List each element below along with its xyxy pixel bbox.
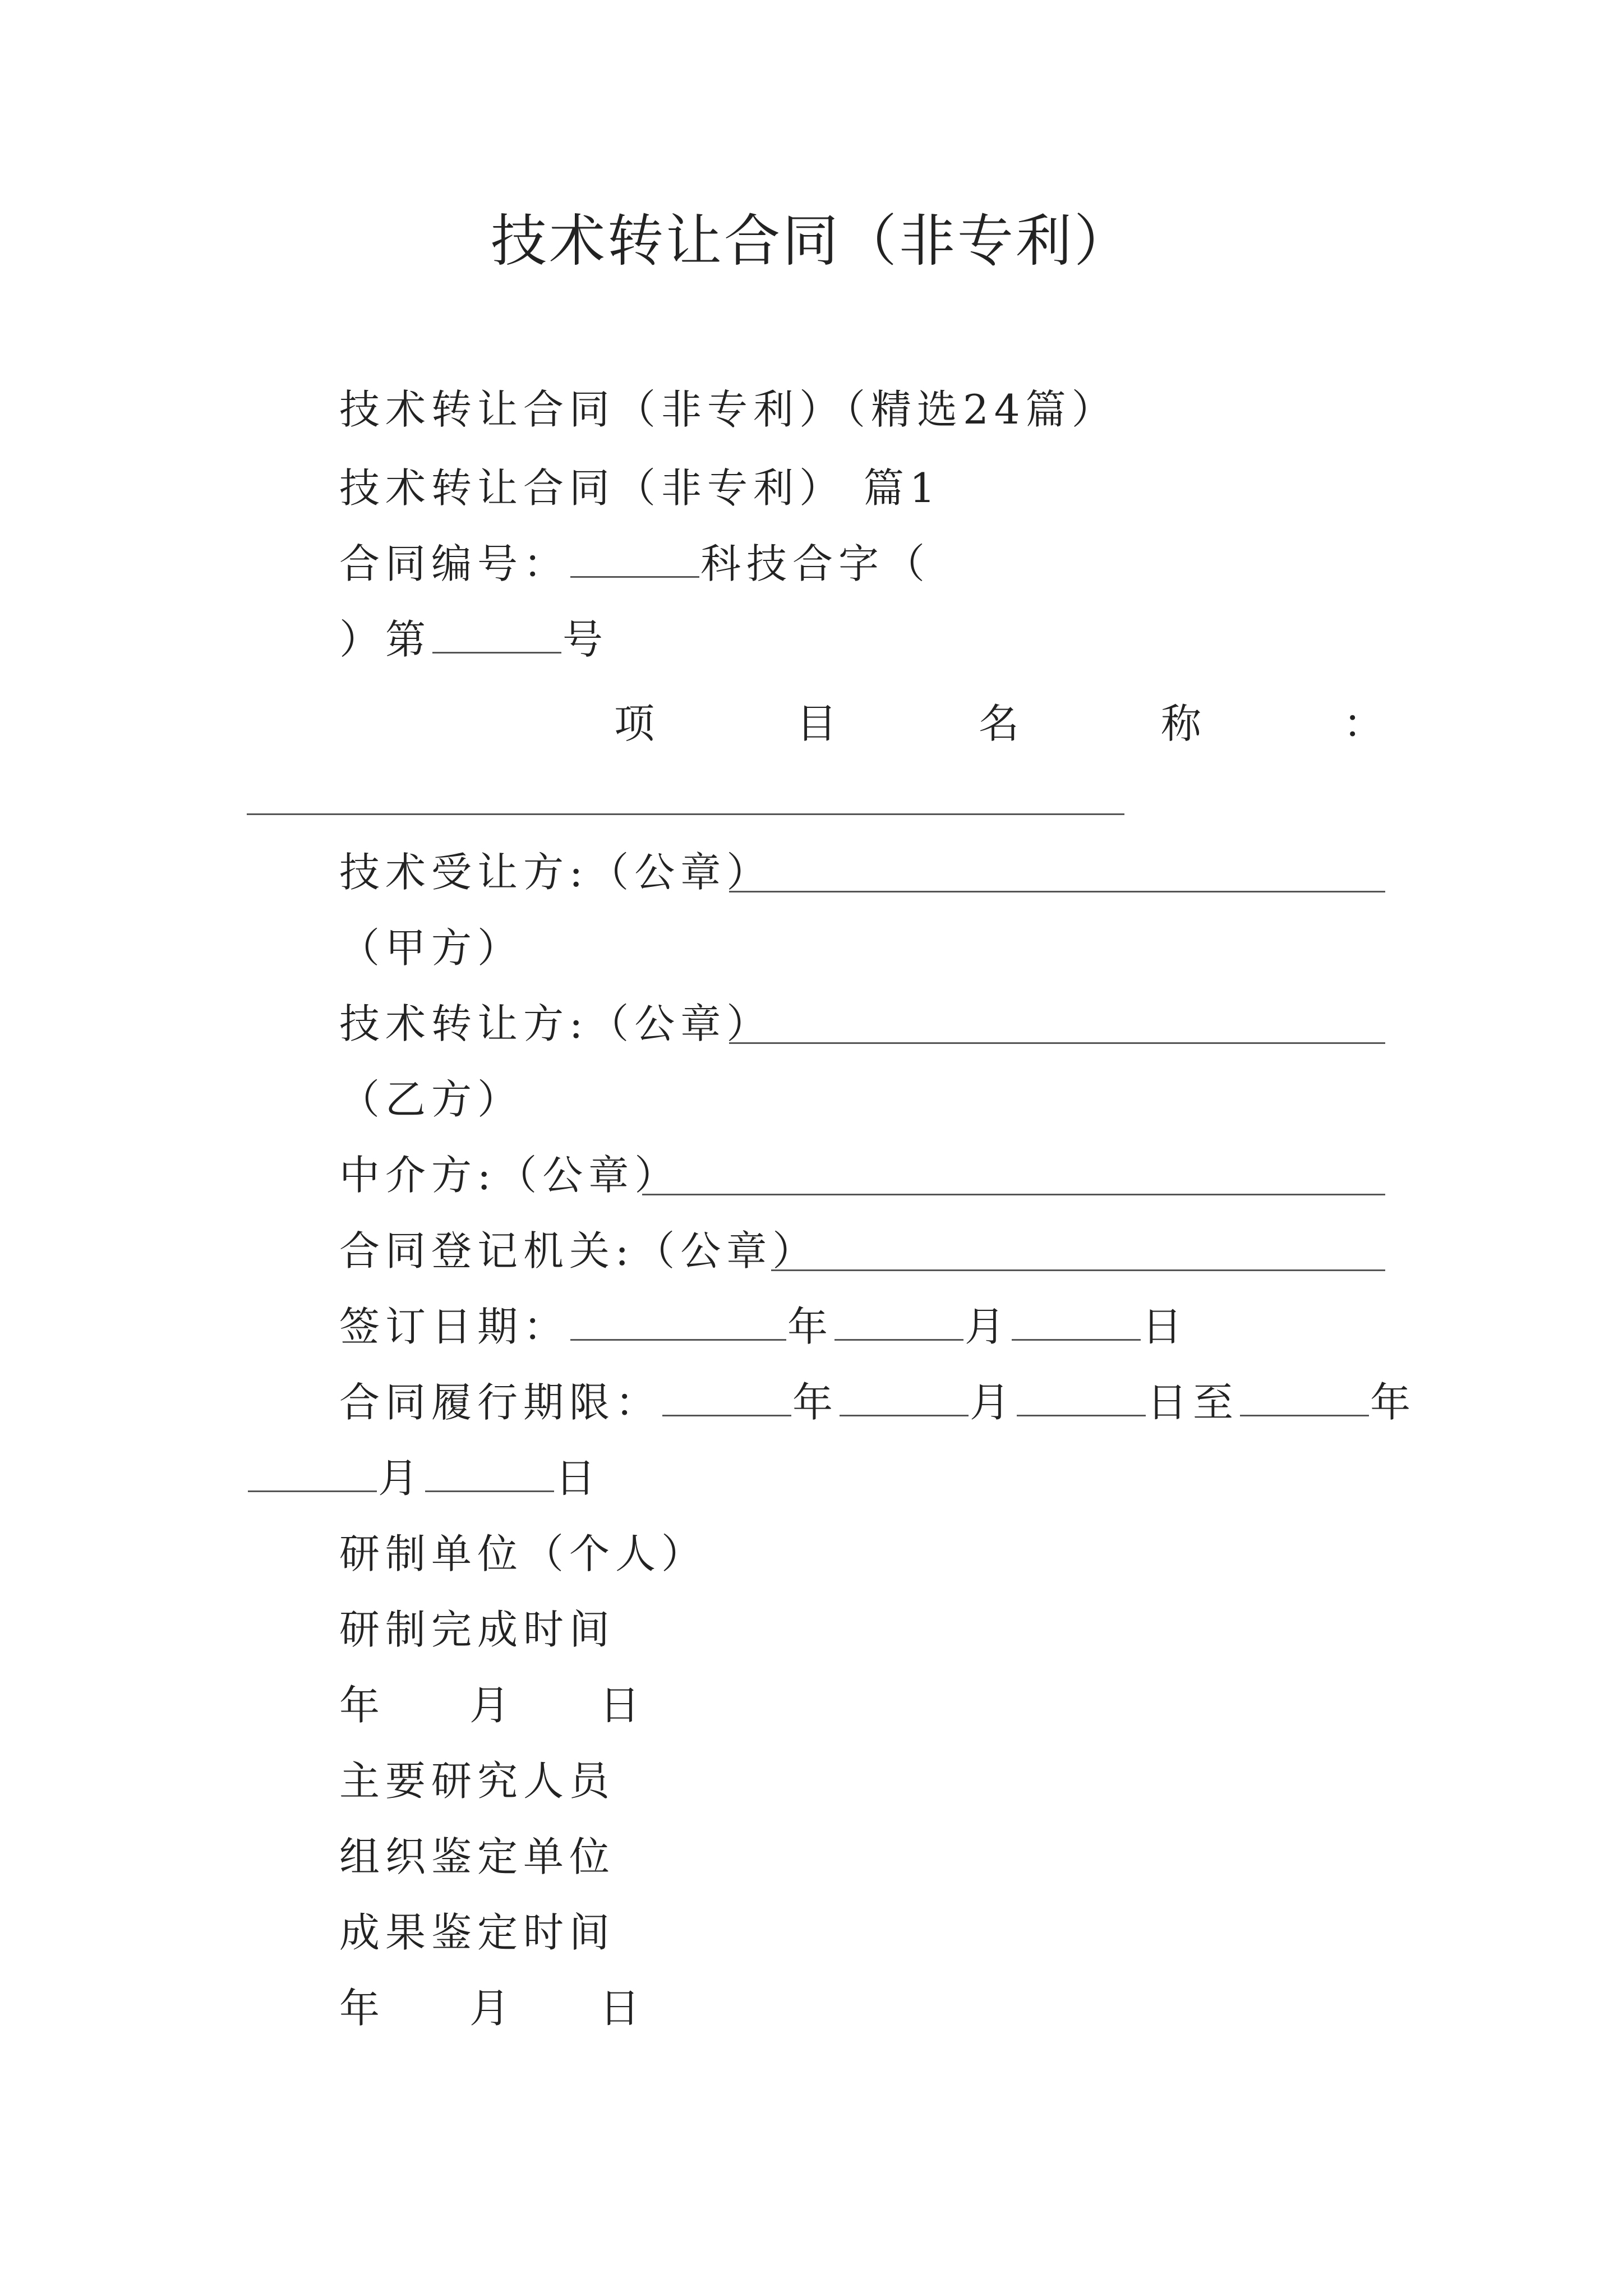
term-label: 合同履行期限： [339,1379,662,1426]
sign-date-label: 签订日期： [339,1303,570,1350]
term-start-day-blank[interactable] [1017,1380,1146,1416]
document-title: 技术转让合同（非专利） [491,208,1132,274]
dev-unit-label: 研制单位（个人） [339,1530,708,1577]
contract-number-seq-blank[interactable] [432,617,561,654]
appraisal-date-line [339,1980,645,2036]
day-label: 日 [1142,1303,1188,1350]
month-label: 月 [469,1985,516,2032]
year-label: 年 [339,1985,386,2032]
day-to-label: 日至 [1147,1379,1239,1426]
project-name-char: 称 [1161,700,1202,747]
day-label: 日 [600,1682,646,1729]
registry-label: 合同登记机关:（公章） [339,1227,819,1274]
contract-number-seq-label: ）第 [339,616,432,663]
term-end-day-blank[interactable] [425,1456,554,1492]
dev-time-label: 研制完成时间 [339,1606,616,1653]
transferor-label: 技术转让方:（公章） [339,1000,773,1047]
sign-date-line [339,1299,1188,1355]
term-end-month-blank[interactable] [248,1456,377,1492]
year-label: 年 [339,1682,386,1729]
contract-number-line-2 [339,611,608,668]
dev-date-line [339,1677,645,1733]
contract-number-label: 合同编号： [339,540,570,587]
contract-number-blank[interactable] [570,541,699,578]
term-start-month-blank[interactable] [840,1380,969,1416]
year-label: 年 [792,1379,839,1426]
sign-month-blank[interactable] [834,1304,963,1341]
term-line-2 [247,1450,601,1506]
intermediary-label: 中介方:（公章） [339,1152,681,1199]
sign-year-blank[interactable] [570,1304,786,1341]
contract-number-line [339,536,930,592]
contract-number-mid: 科技合字（ [700,540,931,587]
appraisal-time-label: 成果鉴定时间 [339,1909,616,1956]
day-label: 日 [600,1985,646,2032]
party-a-label: （甲方） [339,924,524,972]
year-label: 年 [787,1303,834,1350]
project-name-blank[interactable] [247,813,1124,815]
month-label: 月 [378,1455,425,1502]
project-name-char: 名 [979,700,1020,747]
party-b-label: （乙方） [339,1076,524,1123]
main-researchers-label: 主要研究人员 [339,1757,616,1805]
appraisal-org-label: 组织鉴定单位 [339,1833,616,1880]
registry-blank[interactable] [771,1269,1385,1271]
month-label: 月 [469,1682,516,1729]
term-line [339,1374,1416,1430]
piece-heading: 技术转让合同（非专利） 篇1 [339,464,941,512]
intermediary-blank[interactable] [642,1194,1385,1195]
month-label: 月 [970,1379,1016,1426]
month-label: 月 [965,1303,1011,1350]
project-name-char: 项 [614,700,655,747]
project-name-colon: ： [1343,700,1384,747]
sign-day-blank[interactable] [1012,1304,1141,1341]
transferee-label: 技术受让方:（公章） [339,849,773,896]
transferee-blank[interactable] [729,891,1385,892]
project-name-char: 目 [796,700,837,747]
transferor-blank[interactable] [729,1042,1385,1044]
term-start-year-blank[interactable] [662,1380,791,1416]
subtitle: 技术转让合同（非专利）（精选24篇） [339,386,1118,433]
term-end-year-blank[interactable] [1240,1380,1369,1416]
day-label: 日 [555,1455,602,1502]
year-label: 年 [1370,1379,1417,1426]
contract-number-suffix: 号 [562,616,609,663]
